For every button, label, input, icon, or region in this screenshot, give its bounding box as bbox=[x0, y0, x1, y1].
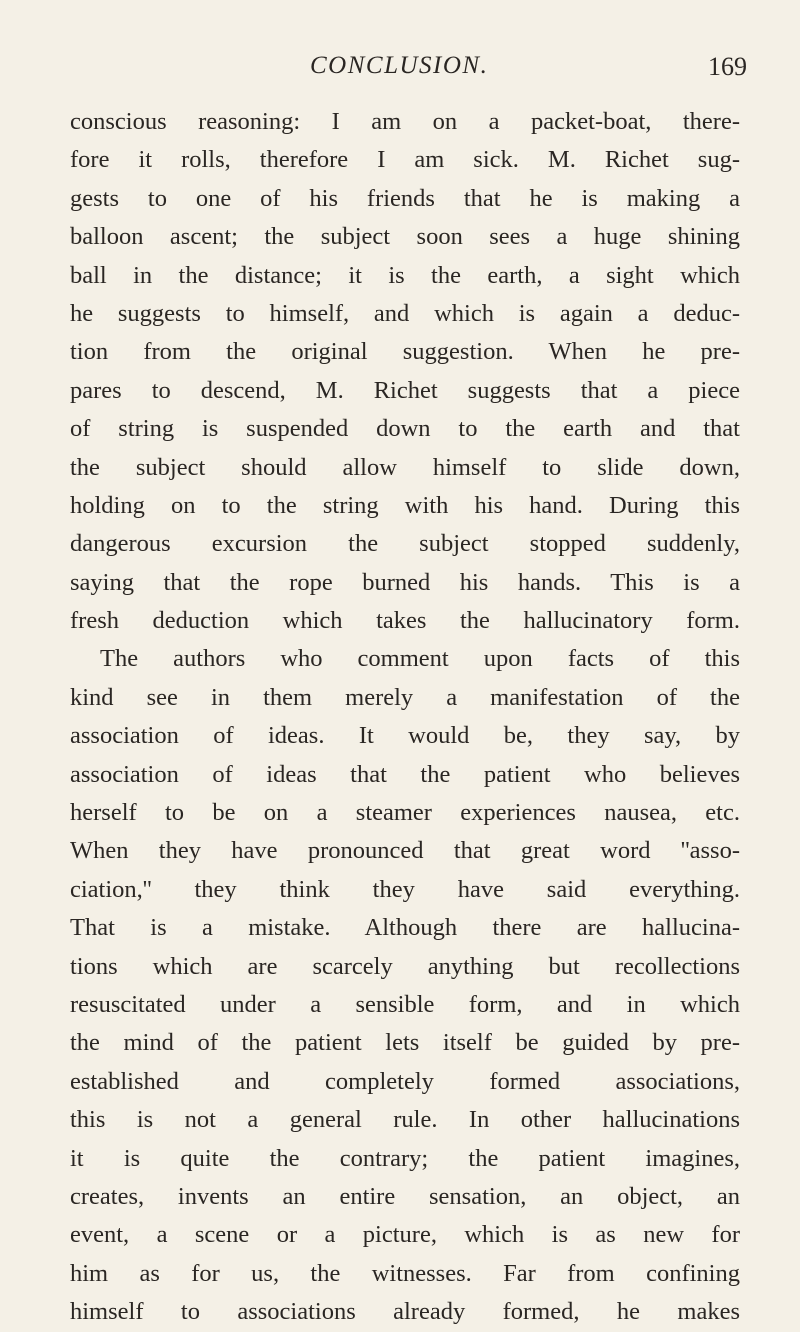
text-line: tion from the original suggestion. When he pre- bbox=[70, 338, 740, 366]
text-line: association of ideas that the patient who believes bbox=[70, 760, 740, 788]
text-line: resuscitated under a sensible form, and in which bbox=[70, 990, 740, 1018]
text-line: ciation,'' they think they have said everything. bbox=[70, 875, 740, 903]
text-line: it is quite the contrary; the patient imagines, bbox=[70, 1144, 740, 1172]
text-line: the mind of the patient lets itself be guided by pre- bbox=[70, 1029, 740, 1057]
text-line: The authors who comment upon facts of this bbox=[100, 645, 740, 673]
text-line: him as for us, the witnesses. Far from confining bbox=[70, 1259, 740, 1287]
text-line: he suggests to himself, and which is again a deduc- bbox=[70, 299, 740, 327]
text-line: That is a mistake. Although there are hallucina- bbox=[70, 914, 740, 942]
text-line: gests to one of his friends that he is making a bbox=[70, 184, 740, 212]
text-line: fore it rolls, therefore I am sick. M. Richet sug- bbox=[70, 146, 740, 174]
text-line: event, a scene or a picture, which is as new for bbox=[70, 1221, 740, 1249]
body-text bbox=[70, 103, 740, 1332]
text-line: creates, invents an entire sensation, an object, an bbox=[70, 1182, 740, 1210]
text-line: fresh deduction which takes the hallucinatory form. bbox=[70, 607, 740, 635]
text-line: kind see in them merely a manifestation of the bbox=[70, 683, 740, 711]
running-title: CONCLUSION. bbox=[310, 52, 489, 79]
text-line: When they have pronounced that great word ''asso- bbox=[70, 837, 740, 865]
text-line: dangerous excursion the subject stopped suddenly, bbox=[70, 530, 740, 558]
text-line: this is not a general rule. In other hallucinations bbox=[70, 1106, 740, 1134]
text-line: tions which are scarcely anything but recollections bbox=[70, 952, 740, 980]
text-line: conscious reasoning: I am on a packet-boat, there- bbox=[70, 108, 740, 135]
text-line: established and completely formed associations, bbox=[70, 1067, 740, 1095]
text-line: association of ideas. It would be, they say, by bbox=[70, 722, 740, 750]
text-line: holding on to the string with his hand. During this bbox=[70, 491, 740, 519]
text-line: balloon ascent; the subject soon sees a huge shining bbox=[70, 223, 740, 251]
text-line: ball in the distance; it is the earth, a sight which bbox=[70, 261, 740, 289]
text-line: himself to associations already formed, he makes bbox=[70, 1298, 740, 1326]
text-line: saying that the rope burned his hands. This is a bbox=[70, 568, 740, 596]
page-number: 169 bbox=[708, 52, 747, 81]
text-line: herself to be on a steamer experiences nausea, etc. bbox=[70, 799, 740, 827]
text-line: of string is suspended down to the earth and that bbox=[70, 415, 740, 443]
text-line: the subject should allow himself to slide down, bbox=[70, 453, 740, 481]
text-line: pares to descend, M. Richet suggests that a piece bbox=[70, 376, 740, 404]
